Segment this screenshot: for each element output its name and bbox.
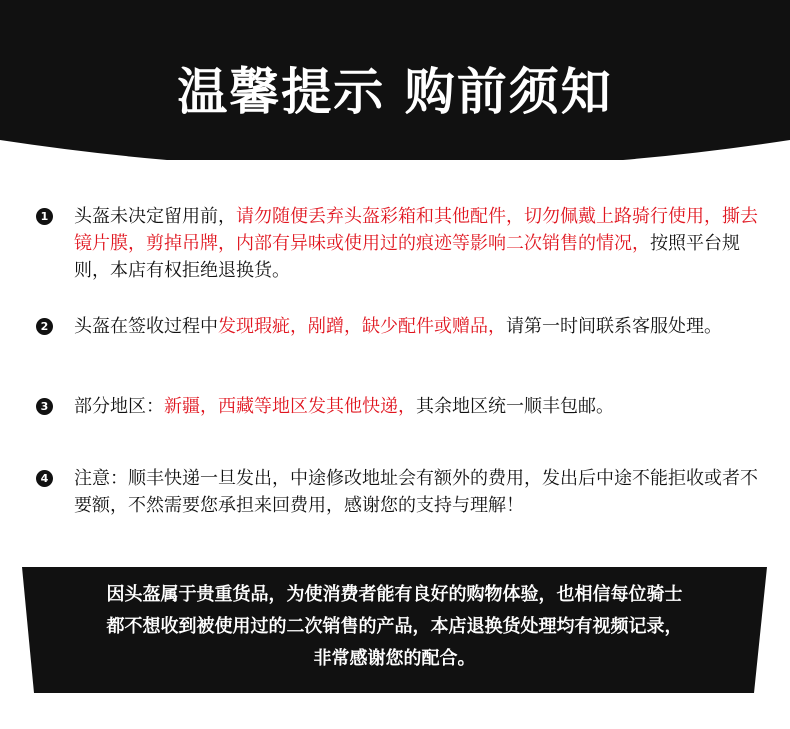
number-badge: 4 bbox=[36, 470, 53, 487]
footer-line: 非常感谢您的配合。 bbox=[313, 648, 476, 669]
number-badge: 2 bbox=[36, 318, 53, 335]
footer-line: 因头盔属于贵重货品，为使消费者能有良好的购物体验，也相信每位骑士 bbox=[106, 584, 683, 605]
footer-line: 都不想收到被使用过的二次销售的产品，本店退换货处理均有视频记录， bbox=[106, 616, 683, 637]
footer-message bbox=[22, 579, 767, 675]
header-banner bbox=[0, 0, 790, 160]
notice-text: 头盔未决定留用前，请勿随便丢弃头盔彩箱和其他配件，切勿佩戴上路骑行使用，撕去镜片膜，剪掉吊牌，内部有异味或使用过的痕迹等影响二次销售的情况，按照平台规则，本店有权拒绝退换货。 bbox=[74, 206, 758, 281]
page-title: 温馨提示 购前须知 bbox=[177, 63, 613, 121]
notice-text: 注意：顺丰快递一旦发出，中途修改地址会有额外的费用，发出后中途不能拒收或者不要额，不然需要您承担来回费用，感谢您的支持与理解！ bbox=[74, 468, 758, 516]
notice-item-2 bbox=[36, 313, 766, 340]
notice-text: 部分地区：新疆，西藏等地区发其他快递，其余地区统一顺丰包邮。 bbox=[74, 396, 614, 417]
notice-item-1 bbox=[36, 203, 766, 284]
number-badge: 3 bbox=[36, 398, 53, 415]
number-badge: 1 bbox=[36, 208, 53, 225]
notice-item-3 bbox=[36, 393, 766, 420]
notice-text: 头盔在签收过程中发现瑕疵，剐蹭，缺少配件或赠品，请第一时间联系客服处理。 bbox=[74, 316, 722, 337]
notice-item-4 bbox=[36, 465, 766, 519]
footer-banner bbox=[22, 567, 767, 693]
